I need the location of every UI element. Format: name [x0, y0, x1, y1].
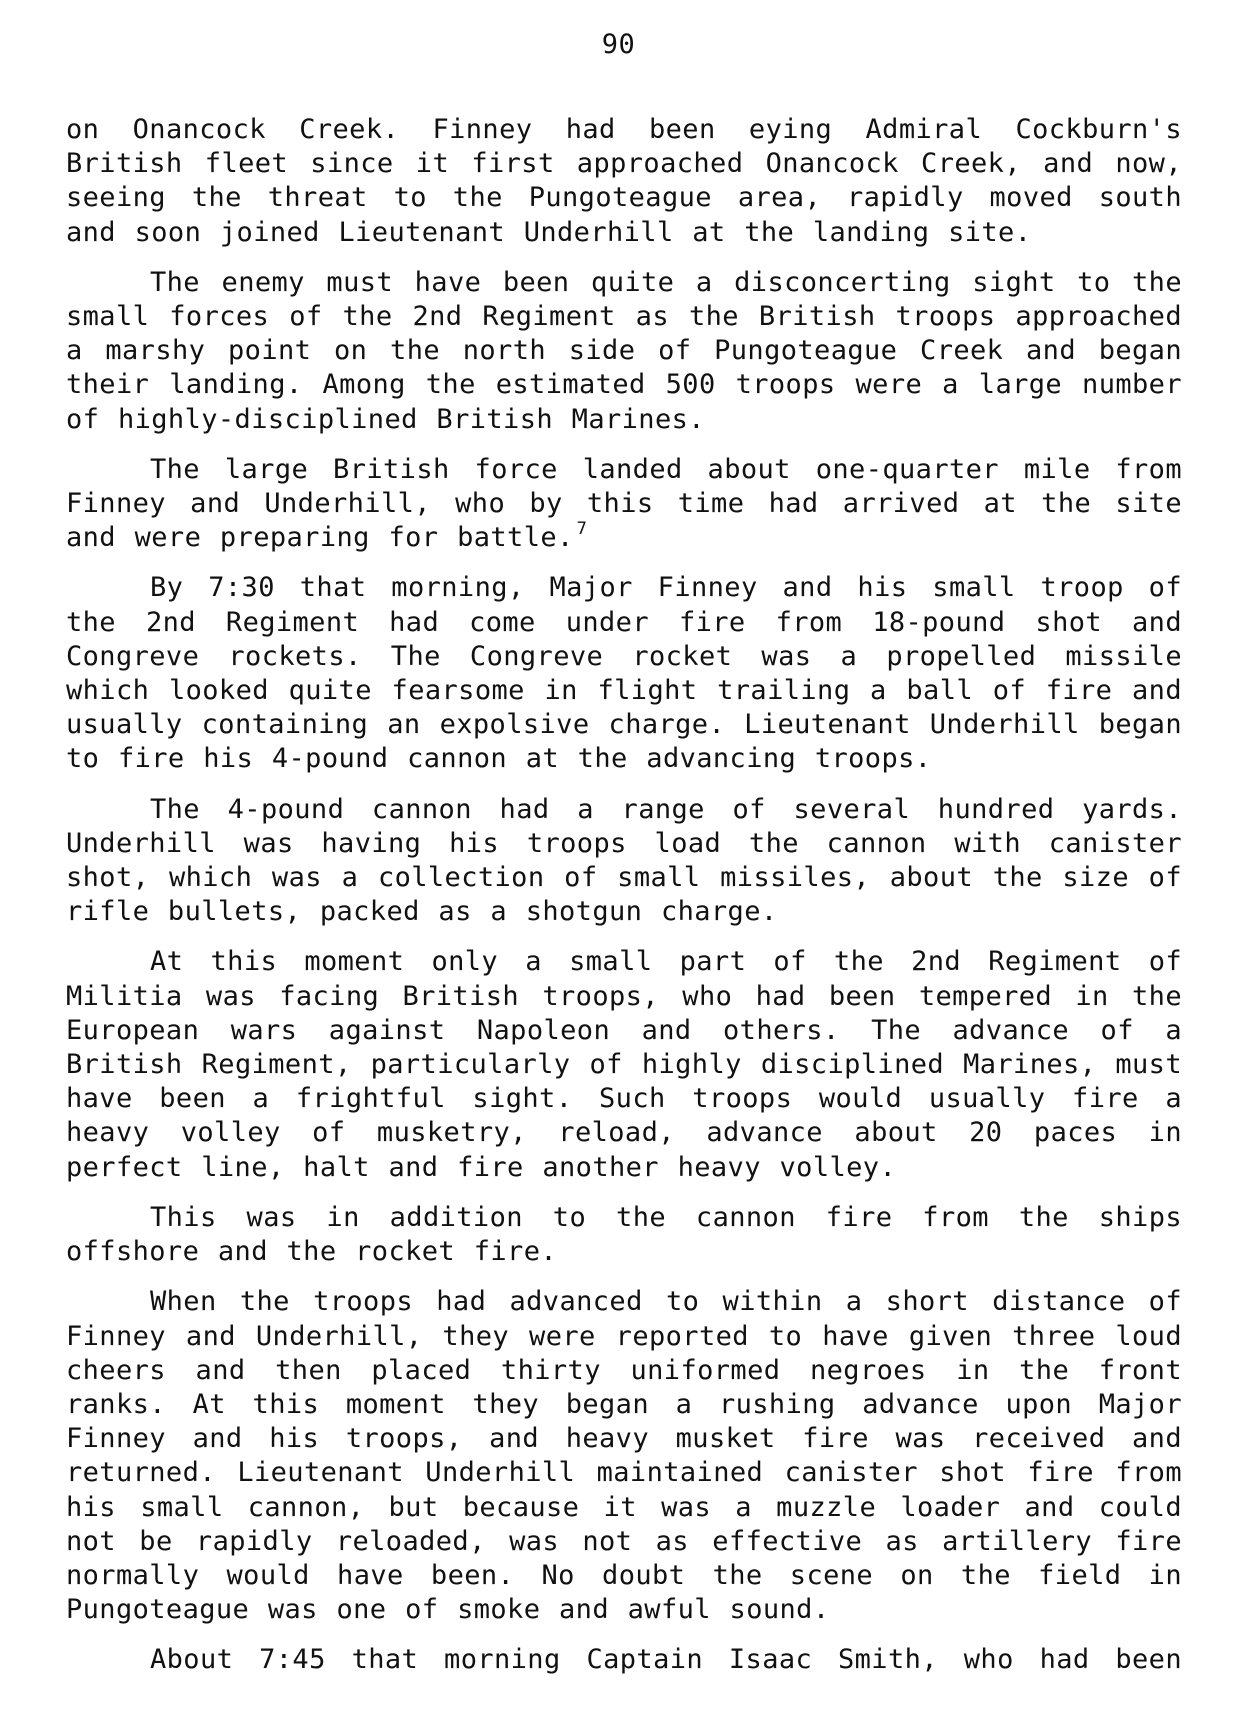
paragraph-9: About 7:45 that morning Captain Isaac Smith, who had been — [150, 1644, 1182, 1676]
paragraph-2: The enemy must have been quite a disconcerting sight to the small forces of the 2nd Regiment as the British troops approached a marshy point on the north side of Pungoteague Creek and began their landing. Among the estimated 500 troops were a large number of highly-disciplined British Marines. — [66, 266, 1182, 435]
body-text — [66, 113, 1182, 1678]
paragraph-5: The 4-pound cannon had a range of several hundred yards. Underhill was having his troops load the cannon with canister shot, which was a collection of small missiles, about the size of rifle bullets, packed as a shotgun charge. — [66, 793, 1182, 928]
paragraph-8: When the troops had advanced to within a short distance of Finney and Underhill, they were reported to have given three loud cheers and then placed thirty uniformed negroes in the front ranks. At this moment they began a rushing advance upon Major Finney and his troops, and heavy musket fire was received and returned. Lieutenant Underhill maintained canister shot fire from his small cannon, but because it was a muzzle loader and could not be rapidly reloaded, was not as effective as artillery fire normally would have been. No doubt the scene on the field in Pungoteague was one of smoke and awful sound. — [66, 1286, 1182, 1626]
footnote-marker: 7 — [576, 519, 588, 540]
paragraph-3-text: The large British force landed about one-quarter mile from Finney and Underhill, who by this time had arrived at the site and were preparing for battle. — [66, 453, 1182, 554]
paragraph-6: At this moment only a small part of the 2nd Regiment of Militia was facing British troops, who had been tempered in the European wars against Napoleon and others. The advance of a British Regiment, particularly of highly disciplined Marines, must have been a frightful sight. Such troops would usually fire a heavy volley of musketry, reload, advance about 20 paces in perfect line, halt and fire another heavy volley. — [66, 946, 1182, 1183]
paragraph-3 — [66, 453, 1182, 556]
paragraph-4: By 7:30 that morning, Major Finney and his small troop of the 2nd Regiment had come under fire from 18-pound shot and Congreve rockets. The Congreve rocket was a propelled missile which looked quite fearsome in flight trailing a ball of fire and usually containing an expolsive charge. Lieutenant Underhill began to fire his 4-pound cannon at the advancing troops. — [66, 572, 1182, 775]
page-number: 90 — [601, 29, 636, 60]
paragraph-1: on Onancock Creek. Finney had been eying Admiral Cockburn's British fleet since it first approached Onancock Creek, and now, seeing the threat to the Pungoteague area, rapidly moved south and soon joined Lieutenant Underhill at the landing site. — [66, 114, 1182, 248]
paragraph-7: This was in addition to the cannon fire from the ships offshore and the rocket fire. — [66, 1201, 1182, 1268]
